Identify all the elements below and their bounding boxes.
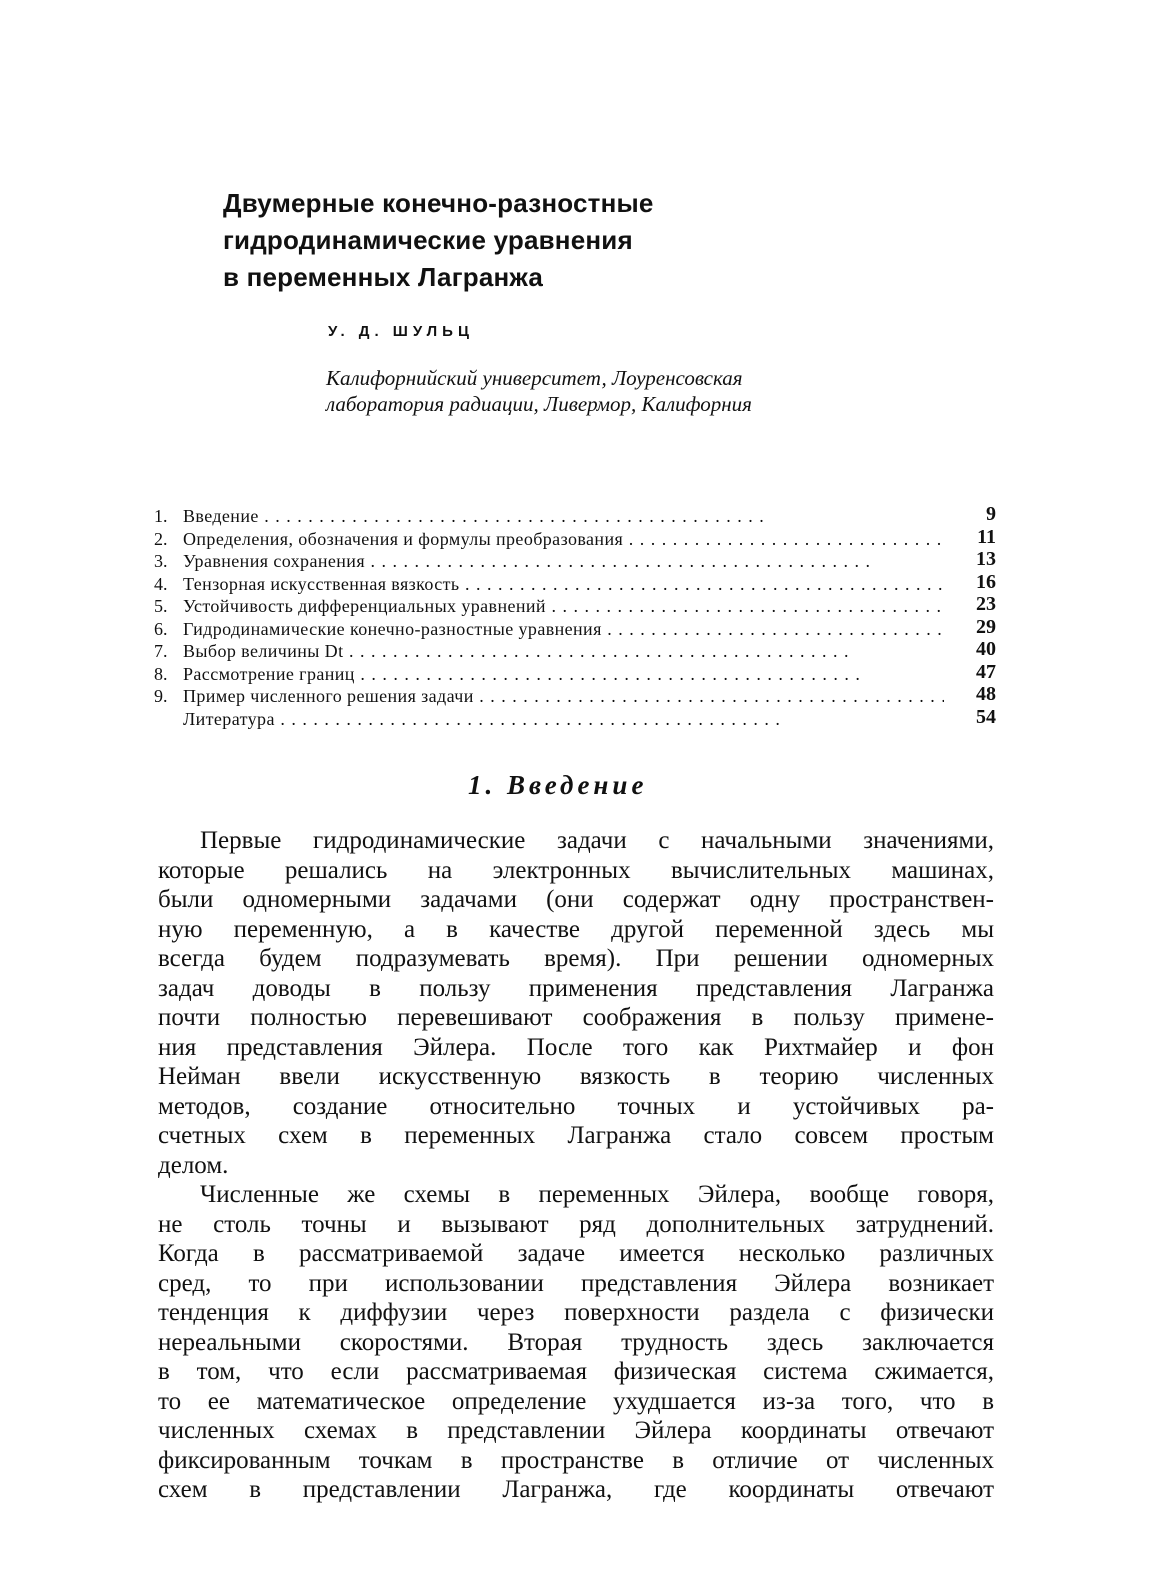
paragraph-line: методов, создание относительно точных и устойчивых ра- — [158, 1092, 994, 1120]
paragraph-line: делом. — [158, 1151, 229, 1179]
toc-number: 9. — [154, 686, 168, 706]
table-of-contents — [154, 505, 996, 730]
paragraph-line: ния представления Эйлера. После того как Рихтмайер и фон — [158, 1033, 994, 1061]
toc-title: Введение . . — [183, 506, 944, 527]
toc-number: 3. — [154, 551, 168, 571]
toc-entry — [154, 550, 996, 573]
toc-entry — [154, 705, 996, 731]
toc-title: Устойчивость дифференциальных уравнений . . — [183, 596, 944, 617]
paragraph-line: не столь точны и вызывают ряд дополнительных затруднений. — [158, 1210, 994, 1238]
paragraph-line: фиксированным точкам в пространстве в отличие от численных — [158, 1446, 994, 1474]
paragraph-line: задач доводы в пользу применения представления Лагранжа — [158, 974, 994, 1002]
affiliation-line: лаборатория радиации, Ливермор, Калифорния — [326, 392, 752, 416]
toc-page-number: 13 — [976, 548, 996, 570]
toc-page-number: 48 — [976, 683, 996, 705]
paragraph-line: в том, что если рассматриваемая физическая система сжимается, — [158, 1358, 994, 1385]
toc-page-number: 23 — [976, 593, 996, 615]
paragraph-line: сред, то при использовании представления Эйлера возникает — [158, 1269, 994, 1297]
toc-entry — [154, 615, 996, 641]
paragraph-line: численных схемах в представлении Эйлера координаты отвечают — [158, 1417, 994, 1444]
toc-title: Выбор величины Dt . . — [183, 641, 944, 662]
toc-page-number: 11 — [977, 525, 996, 548]
toc-title: Тензорная искусственная вязкость . . — [183, 574, 944, 595]
title-line: в переменных Лагранжа — [223, 262, 543, 292]
affiliation-line: Калифорнийский университет, Лоуренсовская — [326, 366, 743, 390]
paragraph-line: Численные же схемы в переменных Эйлера, вообще говоря, — [200, 1181, 994, 1208]
toc-number: 6. — [154, 618, 168, 639]
toc-page-number: 16 — [976, 570, 996, 593]
toc-title: Гидродинамические конечно-разностные уравнения . . — [183, 619, 944, 640]
toc-entry — [154, 570, 996, 596]
toc-number: 7. — [154, 641, 168, 661]
section-heading: 1. Введение — [468, 770, 648, 800]
body-text — [158, 826, 994, 1505]
toc-number: 5. — [154, 596, 168, 616]
toc-number: 2. — [154, 528, 168, 549]
paragraph-line: Первые гидродинамические задачи с начальными значениями, — [200, 827, 994, 854]
paragraph-line: Когда в рассматриваемой задаче имеется несколько различных — [158, 1240, 994, 1267]
toc-entry — [154, 660, 996, 686]
toc-number: 1. — [154, 506, 168, 526]
paragraph-line: почти полностью перевешивают соображения в пользу примене- — [158, 1004, 994, 1031]
paragraph-line: схем в представлении Лагранжа, где координаты отвечают — [158, 1476, 994, 1503]
toc-page-number: 47 — [976, 660, 996, 683]
toc-title: Уравнения сохранения . . — [183, 551, 944, 572]
toc-entry — [154, 640, 996, 663]
toc-title: Рассмотрение границ . . — [183, 664, 944, 685]
author-name: У. Д. ШУЛЬЦ — [328, 323, 474, 340]
paragraph-line: всегда будем подразумевать время). При решении одномерных — [158, 945, 994, 972]
paragraph-line: были одномерными задачами (они содержат одну пространствен- — [158, 886, 994, 913]
toc-number: 8. — [154, 663, 168, 684]
toc-title: Пример численного решения задачи . . — [183, 686, 944, 707]
title-line: гидродинамические уравнения — [223, 225, 633, 255]
toc-entry — [154, 685, 996, 708]
paragraph-line: Нейман ввели искусственную вязкость в теорию численных — [158, 1063, 994, 1090]
toc-page-number: 29 — [976, 615, 996, 638]
author-affiliation — [326, 365, 866, 417]
title-line: Двумерные конечно-разностные — [223, 188, 654, 218]
paragraph-line: нереальными скоростями. Вторая трудность здесь заключается — [158, 1328, 994, 1356]
toc-entry — [154, 595, 996, 618]
paragraph-line: тенденция к диффузии через поверхности раздела с физически — [158, 1299, 994, 1326]
toc-title: Литература . . — [183, 709, 944, 730]
toc-page-number: 54 — [976, 705, 996, 728]
toc-page-number: 9 — [986, 503, 996, 525]
paragraph-line: счетных схем в переменных Лагранжа стало совсем простым — [158, 1122, 994, 1149]
article-title — [223, 185, 783, 296]
paragraph-line: то ее математическое определение ухудшается из-за того, что в — [158, 1387, 994, 1415]
paragraph-line: которые решались на электронных вычислительных машинах, — [158, 856, 994, 884]
paragraph-line: ную переменную, а в качестве другой переменной здесь мы — [158, 915, 994, 943]
toc-entry — [154, 505, 996, 528]
toc-entry — [154, 525, 996, 551]
toc-page-number: 40 — [976, 638, 996, 660]
toc-title: Определения, обозначения и формулы преобразования . . — [183, 529, 944, 550]
toc-number: 4. — [154, 573, 168, 594]
